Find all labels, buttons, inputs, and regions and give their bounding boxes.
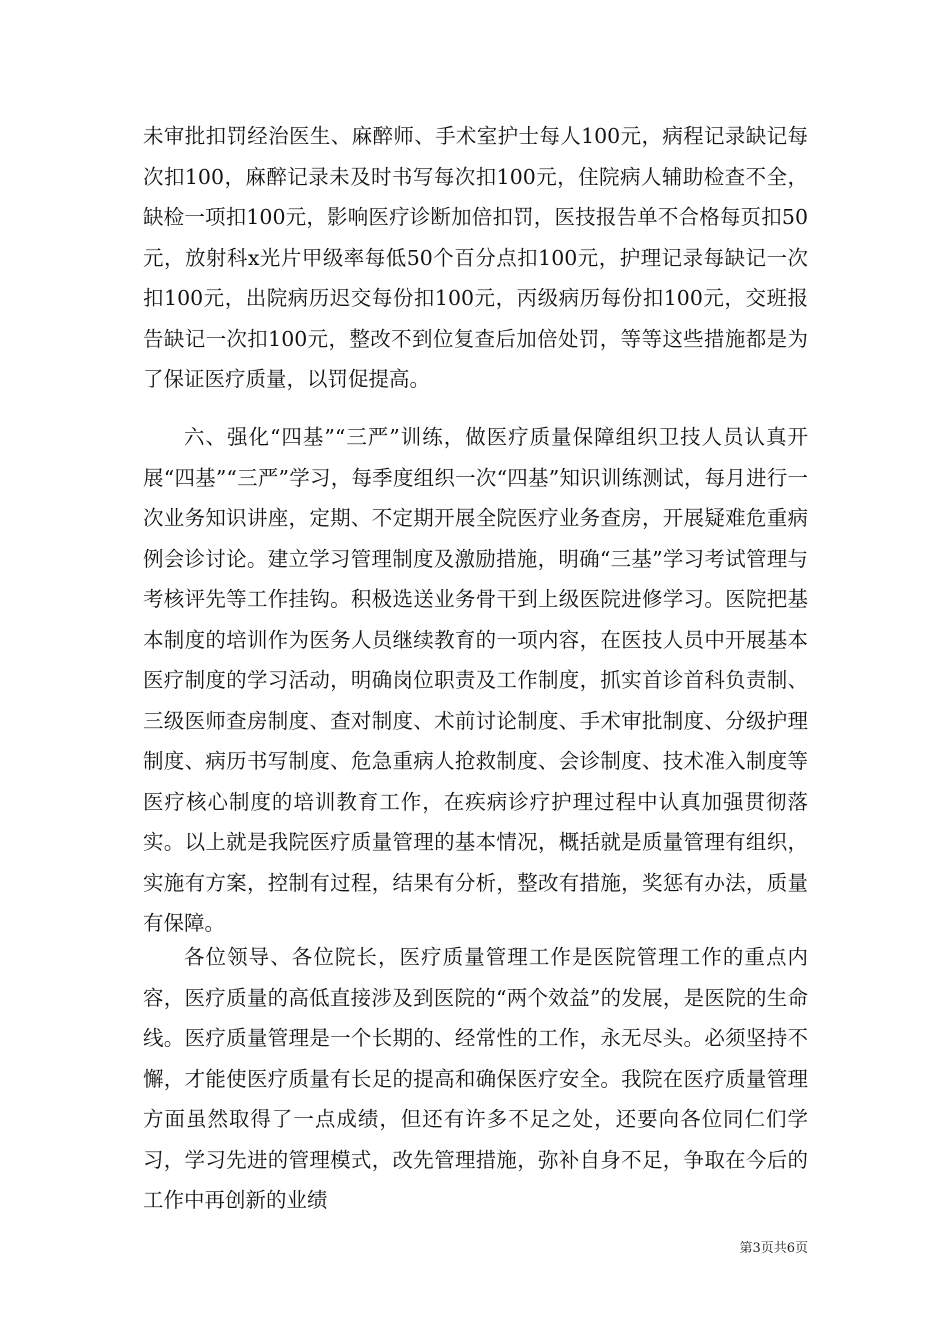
paragraph-text: 未审批扣罚经治医生、麻醉师、手术室护士每人100元，病程记录缺记每次扣100，麻醉记录未及时书写每次扣100元，住院病人辅助检查不全，缺检一项扣100元，影响医疗诊断加倍扣罚，医技报告单不合格每页扣50元，放射科x光片甲级率每低50个百分点扣100元，护理记录每缺记一次扣100元，出院病历迟交每份扣100元，丙级病历每份扣100元，交班报告缺记一次扣100元，整改不到位复查后加倍处罚，等等这些措施都是为了保证医疗质量，以罚促提高。 xyxy=(143,124,808,391)
body-paragraph-2 xyxy=(143,417,808,944)
body-paragraph-1 xyxy=(143,116,808,400)
paragraph-text: 各位领导、各位院长，医疗质量管理工作是医院管理工作的重点内容，医疗质量的高低直接涉及到医院的“两个效益”的发展，是医院的生命线。医疗质量管理是一个长期的、经常性的工作，永无尽头。必须坚持不懈，才能使医疗质量有长足的提高和确保医疗安全。我院在医疗质量管理方面虽然取得了一点成绩，但还有许多不足之处，还要向各位同仁们学习，学习先进的管理模式，改先管理措施，弥补自身不足，争取在今后的工作中再创新的业绩 xyxy=(143,945,808,1212)
page-number: 第3页共6页 xyxy=(739,1241,808,1256)
paragraph-text: 六、强化“四基”“三严”训练，做医疗质量保障组织卫技人员认真开展“四基”“三严”学习，每季度组织一次“四基”知识训练测试，每月进行一次业务知识讲座，定期、不定期开展全院医疗业务查房，开展疑难危重病例会诊讨论。建立学习管理制度及激励措施，明确“三基”学习考试管理与考核评先等工作挂钩。积极选送业务骨干到上级医院进修学习。医院把基本制度的培训作为医务人员继续教育的一项内容，在医技人员中开展基本医疗制度的学习活动，明确岗位职责及工作制度，抓实首诊首科负责制、三级医师查房制度、查对制度、术前讨论制度、手术审批制度、分级护理制度、病历书写制度、危急重病人抢救制度、会诊制度、技术准入制度等医疗核心制度的培训教育工作，在疾病诊疗护理过程中认真加强贯彻落实。以上就是我院医疗质量管理的基本情况，概括就是质量管理有组织，实施有方案，控制有过程，结果有分析，整改有措施，奖惩有办法，质量有保障。 xyxy=(143,425,808,935)
body-paragraph-3 xyxy=(143,937,808,1221)
